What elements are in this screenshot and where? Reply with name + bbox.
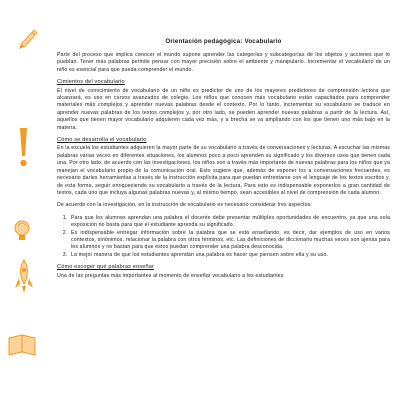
section-paragraph-escoger: Una de las preguntas más importantes al momento de enseñar vocabulario a los estudiantes (57, 272, 284, 279)
section-paragraph-cimientos: El nivel de conocimiento de vocabulario de un niño es predictor de uno de los mayores predictores de comprensión lectora que alcanzará, es uso en cursos avanzados de colegio. Los niños que conocen más vocabulario están capacitados para comprender materiales más complejos y aprender nuevas palabras desde el contexto. Por lo tanto, incrementar su vocabulario se traduce en aprender nuevas palabras de los textos complejos y, por otro lado, se pueden aprender nuevas palabras a partir de la lectura. Así, aquellos que tienen mayor vocabulario adquieren cada vez más, y a brecha se va ampliando con los que tienen uno más bajo en la materia. (57, 87, 390, 131)
intro-paragraph: Parte del proceso que implica conocer el mundo supone aprender las categorías y subcategorías de los objetos y acciones que lo pueblan. Tener más palabras permite pensar con mayor precisión sobre el ambiente y manipularlo. Incrementar el vocabulario de un niño es esencial para que pueda comprender el mundo. (57, 52, 390, 73)
list-item: 2. Es indispensable entregar información sobre la palabra que se está enseñando, es decir, dar ejemplos de uso en varios contextos, sinónimos, relacionar la palabra con otros términos, etc. Las definiciones de diccionario muchas veces son ajenas para los alumnos y no bastan para que estos puedan comprender una palabra desconocida. (69, 230, 390, 252)
section-heading-cimientos: Cimientos del vocabulario (57, 79, 125, 86)
lightbulb-icon (15, 221, 29, 240)
book-icon (9, 335, 35, 355)
rocket-icon (15, 260, 33, 293)
section-heading-desarrollo: Cómo se desarrolla el vocabulario (57, 137, 147, 144)
list-item: 1. Para que los alumnos aprendan una palabra el docente debe presentar múltiples oportunidades de encuentro, ya que una sola exposición no basta para que el estudiante aprenda su significado. (69, 215, 390, 230)
section-paragraph-desarrollo: En la escuela los estudiantes adquieren la mayor parte de su vocabulario a través de conversaciones y lecturas. A escuchar las mismas palabras varias veces en diferentes situaciones, los alumnos poco a poco aprenden su significado y los diversos usos que tienen cada una. Por otro lado, de acuerdo con las investigaciones, los niños son a través más importante de nuevas palabras para los niños que ya manejan el vocabulario propio de la comunicación oral. Esto sugiere que, además de exponer los a conversaciones frecuentes, es necesario darles herramientas a través de la instrucción explícita para que puedan enfrentarse con el lenguaje de los textos escritos y, de esta forma, seguir enriqueciendo su vocabulario a través de la lectura. Para esto es indispensable exponerlos a gran cantidad de textos, cada uno que incluya algunas palabras nuevas y, al mismo tiempo, sean accesibles al nivel de comprensión de cada alumno. (57, 145, 390, 196)
section-paragraph-aspectos: De acuerdo con la investigación, en la instrucción de vocabulario es necesario considerar tres aspectos: (57, 202, 312, 209)
document-title: Orientación pedagógica: Vocabulario (165, 38, 282, 45)
section-heading-escoger: Cómo escoger qué palabras enseñar (57, 264, 154, 271)
list-item: 3. La mejor manera de que los estudiantes aprendan una palabra es hacer que piensen sobre ella y su uso. (69, 252, 390, 259)
document-content (57, 38, 390, 285)
pencil-icon (19, 30, 37, 49)
aspects-list (57, 215, 390, 259)
decorative-sidebar (0, 0, 40, 400)
exclamation-icon (20, 128, 27, 166)
